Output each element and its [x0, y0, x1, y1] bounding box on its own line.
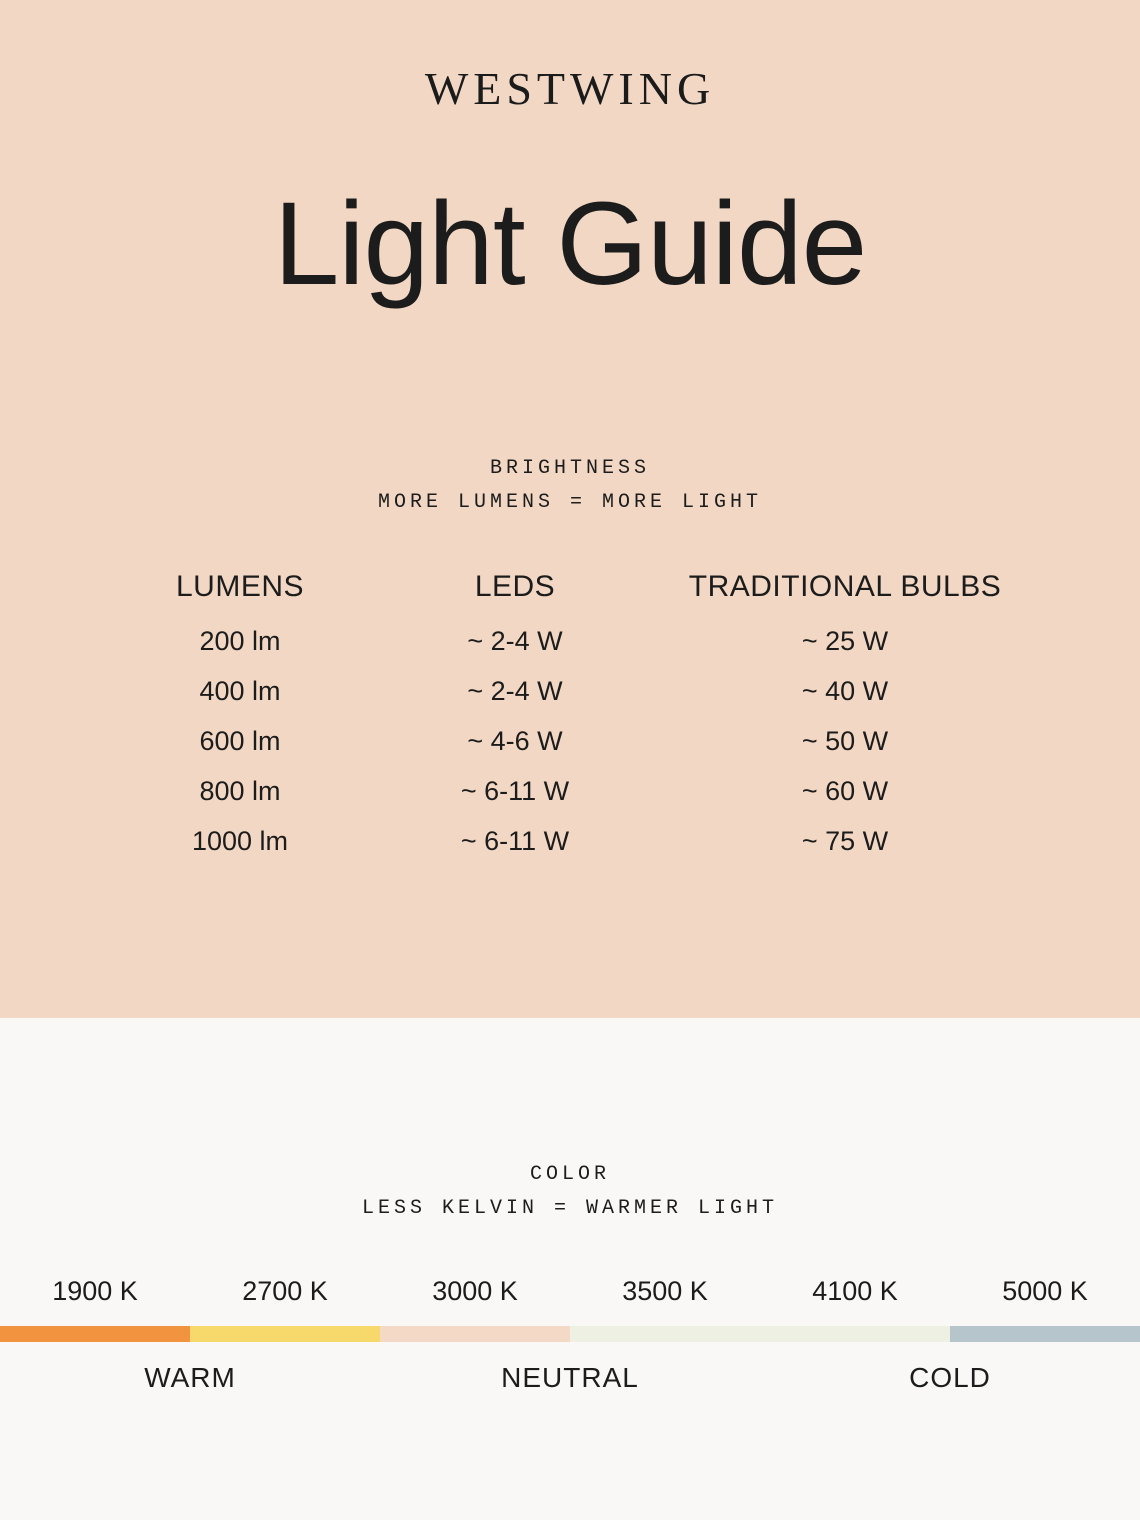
brightness-kicker: [0, 452, 1140, 520]
kelvin-scale-labels: [0, 1276, 1140, 1307]
cell-leds: ~ 2-4 W: [467, 676, 563, 706]
column-header-leds: LEDS: [474, 570, 556, 603]
column-header-lumens: LUMENS: [175, 570, 305, 603]
color-swatch: [380, 1326, 570, 1342]
kelvin-label: 2700 K: [242, 1276, 328, 1306]
color-swatch: [0, 1326, 190, 1342]
cell-bulbs: ~ 40 W: [801, 676, 889, 706]
color-kicker-line2: LESS KELVIN = WARMER LIGHT: [361, 1197, 779, 1220]
color-panel: [0, 1018, 1140, 1520]
cell-lumens: 400 lm: [199, 676, 281, 706]
color-swatch: [760, 1326, 950, 1342]
color-swatch: [190, 1326, 380, 1342]
kelvin-label: 5000 K: [1002, 1276, 1088, 1306]
table-body: [95, 626, 1045, 876]
kelvin-label: 1900 K: [52, 1276, 138, 1306]
cell-lumens: 800 lm: [199, 776, 281, 806]
cell-bulbs: ~ 60 W: [801, 776, 889, 806]
color-swatch: [950, 1326, 1140, 1342]
kelvin-label: 3000 K: [432, 1276, 518, 1306]
cell-bulbs: ~ 25 W: [801, 626, 889, 656]
cell-lumens: 1000 lm: [191, 826, 289, 856]
table-row: [95, 726, 1045, 776]
lumens-table: [95, 570, 1045, 876]
temperature-label-warm: WARM: [144, 1362, 236, 1393]
temperature-label-cold: COLD: [909, 1362, 991, 1393]
color-temperature-swatch-bar: [0, 1326, 1140, 1342]
cell-lumens: 600 lm: [199, 726, 281, 756]
cell-leds: ~ 4-6 W: [467, 726, 563, 756]
table-row: [95, 676, 1045, 726]
cell-leds: ~ 6-11 W: [460, 826, 570, 856]
cell-leds: ~ 6-11 W: [460, 776, 570, 806]
color-kicker: [0, 1158, 1140, 1226]
table-row: [95, 826, 1045, 876]
brightness-kicker-line1: BRIGHTNESS: [489, 457, 651, 480]
table-row: [95, 776, 1045, 826]
brightness-kicker-line2: MORE LUMENS = MORE LIGHT: [377, 491, 763, 514]
color-swatch: [570, 1326, 760, 1342]
page-title: Light Guide: [273, 178, 867, 310]
cell-bulbs: ~ 75 W: [801, 826, 889, 856]
cell-lumens: 200 lm: [199, 626, 281, 656]
temperature-category-labels: [0, 1362, 1140, 1394]
kelvin-label: 4100 K: [812, 1276, 898, 1306]
column-header-traditional-bulbs: TRADITIONAL BULBS: [688, 570, 1002, 603]
kelvin-label: 3500 K: [622, 1276, 708, 1306]
brand-logo: WESTWING: [424, 63, 716, 114]
temperature-label-neutral: NEUTRAL: [501, 1362, 639, 1393]
cell-leds: ~ 2-4 W: [467, 626, 563, 656]
table-header-row: [95, 570, 1045, 626]
color-kicker-line1: COLOR: [529, 1163, 610, 1186]
table-row: [95, 626, 1045, 676]
cell-bulbs: ~ 50 W: [801, 726, 889, 756]
